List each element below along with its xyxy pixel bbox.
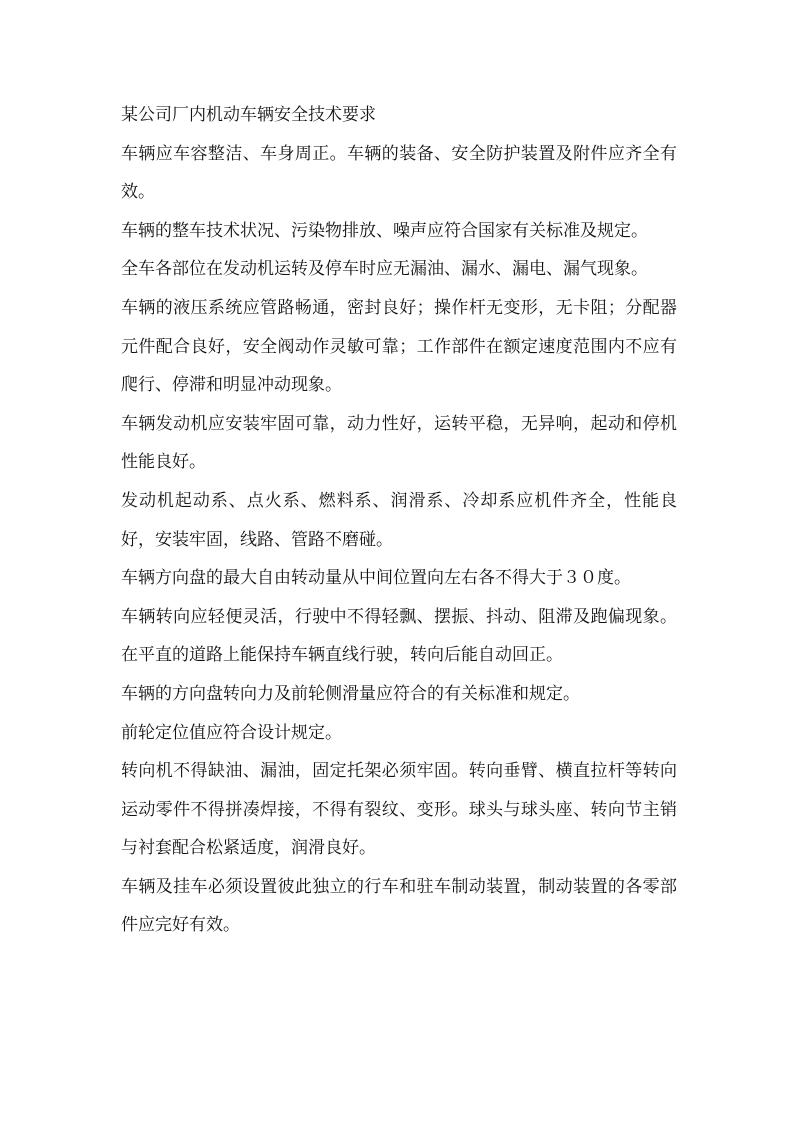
- paragraph-5: 车辆发动机应安装牢固可靠，动力性好，运转平稳，无异响，起动和停机性能良好。: [121, 413, 677, 473]
- paragraph-12: 车辆及挂车必须设置彼此独立的行车和驻车制动装置，制动装置的各零部件应完好有效。: [121, 876, 677, 936]
- paragraph-1: 车辆应车容整洁、车身周正。车辆的装备、安全防护装置及附件应齐全有效。: [121, 143, 677, 203]
- document-title: 某公司厂内机动车辆安全技术要求: [121, 105, 376, 125]
- document-body: [121, 96, 677, 945]
- paragraph-10: 前轮定位值应符合设计规定。: [121, 722, 342, 743]
- paragraph-4: 车辆的液压系统应管路畅通，密封良好；操作杆无变形，无卡阻；分配器元件配合良好，安全阀动作灵敏可靠；工作部件在额定速度范围内不应有爬行、停滞和明显冲动现象。: [121, 297, 677, 396]
- paragraph-2: 车辆的整车技术状况、污染物排放、噪声应符合国家有关标准及规定。: [121, 220, 648, 241]
- paragraph-6: 发动机起动系、点火系、燃料系、润滑系、冷却系应机件齐全，性能良好，安装牢固，线路、管路不磨碰。: [121, 490, 677, 550]
- paragraph-3: 全车各部位在发动机运转及停车时应无漏油、漏水、漏电、漏气现象。: [121, 259, 648, 280]
- paragraph-8: 车辆转向应轻便灵活，行驶中不得轻飘、摆振、抖动、阻滞及跑偏现象。在平直的道路上能保持车辆直线行驶，转向后能自动回正。: [121, 606, 677, 666]
- paragraph-9: 车辆的方向盘转向力及前轮侧滑量应符合的有关标准和规定。: [121, 683, 580, 704]
- paragraph-7: 车辆方向盘的最大自由转动量从中间位置向左右各不得大于３０度。: [121, 568, 631, 589]
- paragraph-11: 转向机不得缺油、漏油，固定托架必须牢固。转向垂臂、横直拉杆等转向运动零件不得拼凑焊接，不得有裂纹、变形。球头与球头座、转向节主销与衬套配合松紧适度，润滑良好。: [121, 761, 677, 859]
